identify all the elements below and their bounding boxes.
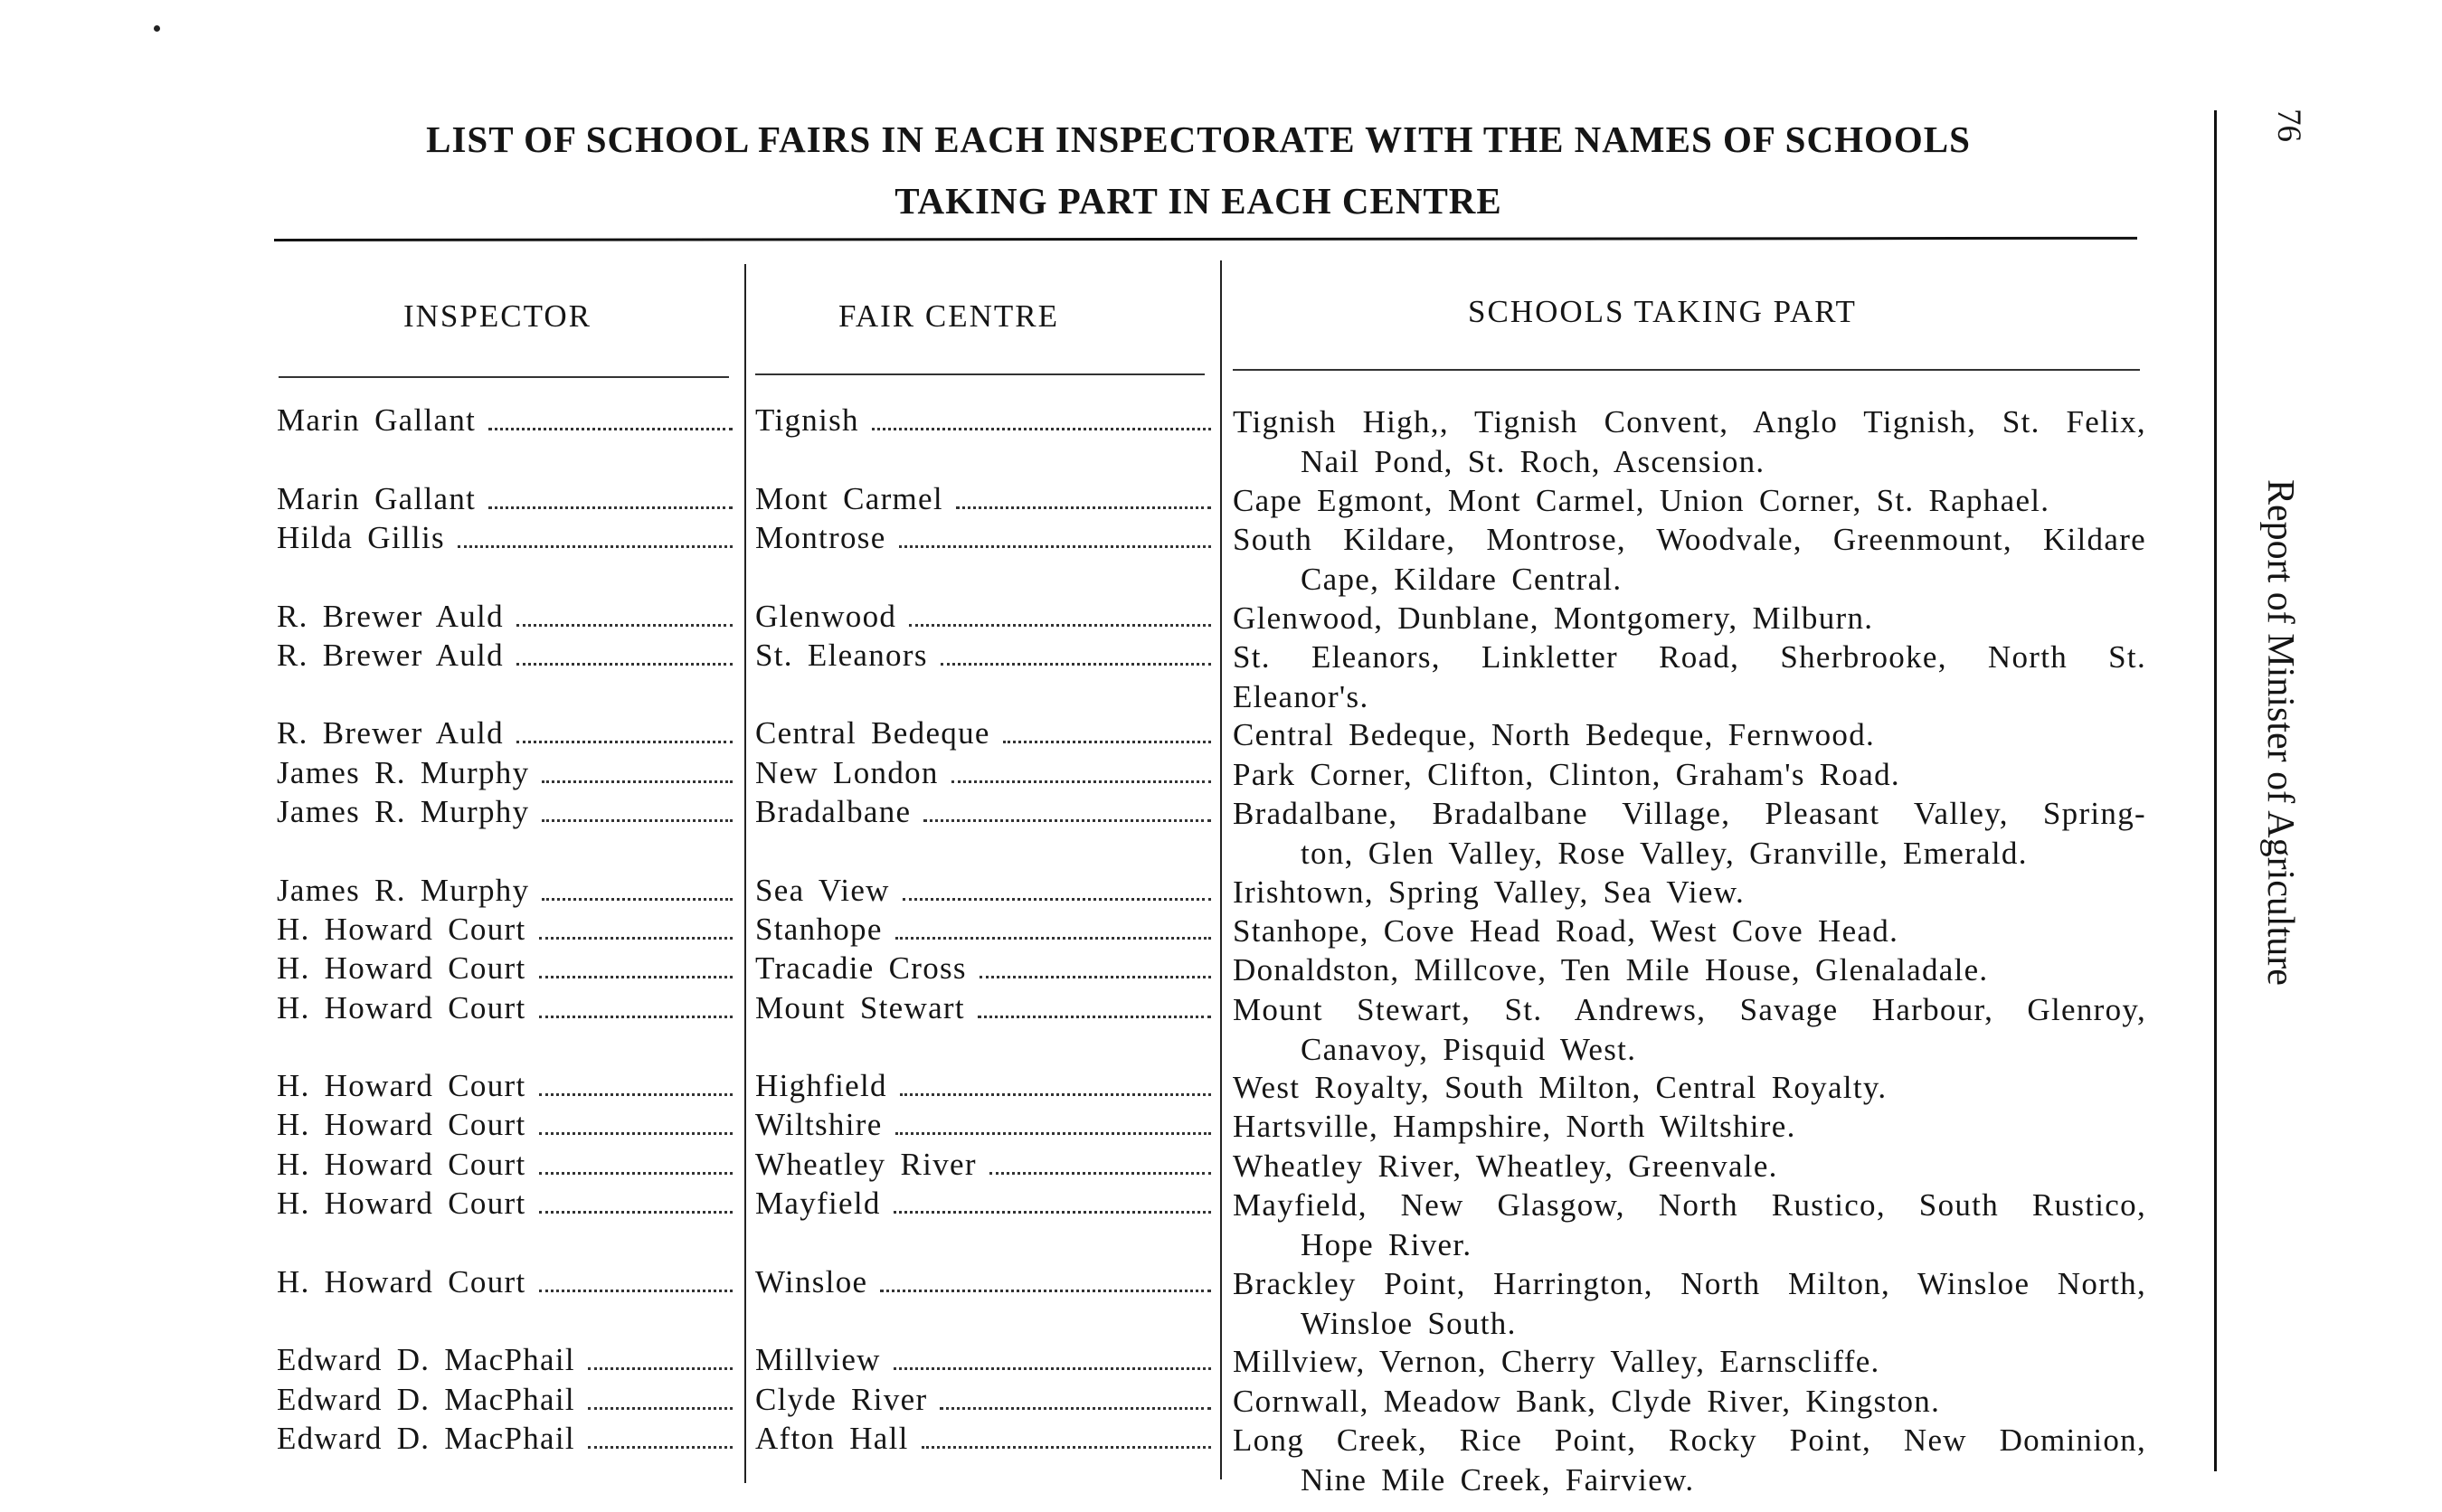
inspector-name: Edward D. MacPhail xyxy=(277,1421,575,1456)
fair-centre-cell xyxy=(755,1382,1211,1418)
table-row xyxy=(0,1186,2171,1262)
table-row xyxy=(0,755,2171,795)
inspector-cell xyxy=(277,1382,733,1418)
inspector-name: Edward D. MacPhail xyxy=(277,1382,575,1417)
schools-cell xyxy=(1233,715,2146,755)
table-row xyxy=(0,990,2171,1067)
schools-line: Irishtown, Spring Valley, Sea View. xyxy=(1233,874,1746,910)
inspector-cell xyxy=(277,950,733,987)
dot-leader xyxy=(488,428,733,430)
dot-leader xyxy=(1003,741,1211,743)
table-row xyxy=(0,794,2171,871)
schools-line: Cape Egmont, Mont Carmel, Union Corner, St. Raphael. xyxy=(1233,483,2050,518)
fair-centre-cell xyxy=(755,638,1211,674)
dot-leader xyxy=(516,741,733,743)
dot-leader xyxy=(588,1367,733,1370)
fair-centre-cell xyxy=(755,873,1211,909)
fair-centre-name: St. Eleanors xyxy=(755,638,928,673)
fair-centre-cell xyxy=(755,1107,1211,1143)
schools-cell xyxy=(1233,873,2146,912)
dot-leader xyxy=(488,506,733,509)
dot-leader xyxy=(941,663,1211,666)
inspector-name: R. Brewer Auld xyxy=(277,715,504,751)
speck-mark xyxy=(154,25,160,32)
fair-centre-cell xyxy=(755,1421,1211,1457)
schools-cell xyxy=(1233,912,2146,951)
dot-leader xyxy=(899,545,1211,548)
fair-centre-name: Wiltshire xyxy=(755,1107,883,1142)
table-row xyxy=(0,950,2171,990)
dot-leader xyxy=(516,624,733,627)
schools-cell xyxy=(1233,755,2146,795)
inspector-cell xyxy=(277,1186,733,1222)
table-row xyxy=(0,1068,2171,1108)
fair-centre-name: Bradalbane xyxy=(755,794,912,829)
fair-centre-name: Tracadie Cross xyxy=(755,950,967,986)
schools-line: Brackley Point, Harrington, North Milton, Winsloe North, xyxy=(1233,1266,2146,1301)
schools-cell xyxy=(1233,1264,2146,1344)
fair-centre-cell xyxy=(755,1147,1211,1183)
table-row xyxy=(0,1147,2171,1186)
inspector-name: H. Howard Court xyxy=(277,1068,526,1103)
schools-line: Stanhope, Cove Head Road, West Cove Head. xyxy=(1233,913,1899,949)
schools-line: South Kildare, Montrose, Woodvale, Greenmount, Kildare xyxy=(1233,522,2146,557)
schools-line: Glenwood, Dunblane, Montgomery, Milburn. xyxy=(1233,600,1874,636)
dot-leader xyxy=(980,976,1211,978)
dot-leader xyxy=(458,545,733,548)
schools-cell xyxy=(1233,1186,2146,1265)
inspector-cell xyxy=(277,1342,733,1378)
table-row xyxy=(0,599,2171,638)
schools-line: Hope River. xyxy=(1301,1227,1472,1262)
column-header-fair-centre: FAIR CENTRE xyxy=(838,298,1059,334)
title-rule xyxy=(274,237,2137,241)
dot-leader xyxy=(894,1211,1211,1214)
inspector-name: R. Brewer Auld xyxy=(277,599,504,634)
table-row xyxy=(0,912,2171,951)
schools-line: ton, Glen Valley, Rose Valley, Granville, Emerald. xyxy=(1301,836,2028,871)
schools-line: Cornwall, Meadow Bank, Clyde River, Kingston. xyxy=(1233,1384,1941,1419)
schools-line: Central Bedeque, North Bedeque, Fernwood. xyxy=(1233,717,1876,752)
schools-line: Long Creek, Rice Point, Rocky Point, New Dominion, xyxy=(1233,1422,2146,1458)
inspector-cell xyxy=(277,794,733,830)
header-rule-inspector xyxy=(279,376,729,378)
dot-leader xyxy=(940,1407,1211,1410)
fair-centre-cell xyxy=(755,715,1211,751)
schools-line: Millview, Vernon, Cherry Valley, Earnscliffe. xyxy=(1233,1344,1880,1379)
schools-line: Donaldston, Millcove, Ten Mile House, Glenaladale. xyxy=(1233,952,1989,988)
schools-line: Park Corner, Clifton, Clinton, Graham's Road. xyxy=(1233,757,1900,792)
inspector-name: Hilda Gillis xyxy=(277,520,445,555)
inspector-cell xyxy=(277,990,733,1026)
schools-line: Mount Stewart, St. Andrews, Savage Harbour, Glenroy, xyxy=(1233,992,2146,1027)
inspector-name: H. Howard Court xyxy=(277,1107,526,1142)
table-row xyxy=(0,873,2171,912)
fair-centre-name: Mayfield xyxy=(755,1186,881,1221)
dot-leader xyxy=(539,1132,734,1135)
inspector-cell xyxy=(277,755,733,791)
inspector-cell xyxy=(277,402,733,439)
inspector-cell xyxy=(277,1068,733,1104)
inspector-name: H. Howard Court xyxy=(277,950,526,986)
dot-leader xyxy=(539,1290,734,1292)
table-row xyxy=(0,1421,2171,1498)
schools-line: Tignish High,, Tignish Convent, Anglo Tignish, St. Felix, xyxy=(1233,404,2146,439)
inspector-cell xyxy=(277,1264,733,1300)
fair-centre-name: Sea View xyxy=(755,873,890,908)
fair-centre-name: Highfield xyxy=(755,1068,887,1103)
schools-cell xyxy=(1233,990,2146,1070)
dot-leader xyxy=(542,780,733,783)
inspector-name: H. Howard Court xyxy=(277,1264,526,1299)
fair-centre-name: Millview xyxy=(755,1342,881,1377)
fair-centre-cell xyxy=(755,755,1211,791)
inspector-name: H. Howard Court xyxy=(277,912,526,947)
inspector-cell xyxy=(277,715,733,751)
fair-centre-cell xyxy=(755,599,1211,635)
fair-centre-cell xyxy=(755,990,1211,1026)
schools-cell xyxy=(1233,1147,2146,1186)
schools-line: Winsloe South. xyxy=(1301,1306,1517,1341)
header-rule-fair-centre xyxy=(755,373,1205,375)
fair-centre-name: Mont Carmel xyxy=(755,481,943,516)
schools-cell xyxy=(1233,599,2146,638)
schools-line: Cape, Kildare Central. xyxy=(1301,562,1623,597)
dot-leader xyxy=(872,428,1211,430)
table-row xyxy=(0,1342,2171,1382)
fair-centre-cell xyxy=(755,1186,1211,1222)
schools-cell xyxy=(1233,1107,2146,1147)
table-row xyxy=(0,1264,2171,1341)
fair-centre-name: Glenwood xyxy=(755,599,897,634)
dot-leader xyxy=(895,937,1211,940)
fair-centre-cell xyxy=(755,402,1211,439)
inspector-name: R. Brewer Auld xyxy=(277,638,504,673)
column-header-schools: SCHOOLS TAKING PART xyxy=(1468,294,1857,329)
inspector-name: Edward D. MacPhail xyxy=(277,1342,575,1377)
dot-leader xyxy=(516,663,733,666)
schools-cell xyxy=(1233,638,2146,717)
inspector-name: Marin Gallant xyxy=(277,481,477,516)
dot-leader xyxy=(922,1446,1211,1449)
table-row xyxy=(0,1382,2171,1422)
fair-centre-cell xyxy=(755,1264,1211,1300)
inspector-cell xyxy=(277,520,733,556)
schools-cell xyxy=(1233,794,2146,874)
dot-leader xyxy=(539,937,734,940)
column-header-inspector: INSPECTOR xyxy=(403,298,592,334)
dot-leader xyxy=(989,1172,1211,1175)
inspector-cell xyxy=(277,1147,733,1183)
fair-centre-cell xyxy=(755,950,1211,987)
fair-centre-cell xyxy=(755,912,1211,948)
dot-leader xyxy=(539,976,734,978)
inspector-name: H. Howard Court xyxy=(277,1147,526,1182)
dot-leader xyxy=(542,819,733,822)
schools-line: Hartsville, Hampshire, North Wiltshire. xyxy=(1233,1109,1796,1144)
fair-centre-name: New London xyxy=(755,755,939,790)
table-row xyxy=(0,638,2171,714)
inspector-cell xyxy=(277,873,733,909)
schools-cell xyxy=(1233,950,2146,990)
dot-leader xyxy=(956,506,1211,509)
running-title: Report of Minister of Agriculture xyxy=(2259,479,2301,986)
fair-centre-name: Wheatley River xyxy=(755,1147,977,1182)
dot-leader xyxy=(588,1446,733,1449)
schools-line: St. Eleanors, Linkletter Road, Sherbrooke, North St. xyxy=(1233,639,2146,675)
dot-leader xyxy=(539,1172,734,1175)
header-rule-schools xyxy=(1233,369,2140,371)
inspector-cell xyxy=(277,638,733,674)
dot-leader xyxy=(542,898,733,901)
schools-line: West Royalty, South Milton, Central Royalty. xyxy=(1233,1070,1888,1105)
dot-leader xyxy=(978,1016,1211,1018)
fair-centre-name: Central Bedeque xyxy=(755,715,990,751)
inspector-cell xyxy=(277,599,733,635)
margin-rule xyxy=(2214,110,2217,1471)
schools-line: Eleanor's. xyxy=(1233,679,1369,714)
table-row xyxy=(0,1107,2171,1147)
fair-centre-name: Montrose xyxy=(755,520,886,555)
dot-leader xyxy=(895,1132,1211,1135)
inspector-name: H. Howard Court xyxy=(277,1186,526,1221)
schools-cell xyxy=(1233,1421,2146,1500)
inspector-cell xyxy=(277,1421,733,1457)
schools-cell xyxy=(1233,1382,2146,1422)
schools-cell xyxy=(1233,1068,2146,1108)
inspector-cell xyxy=(277,1107,733,1143)
fair-centre-name: Mount Stewart xyxy=(755,990,965,1025)
schools-line: Mayfield, New Glasgow, North Rustico, South Rustico, xyxy=(1233,1187,2146,1223)
dot-leader xyxy=(880,1290,1211,1292)
dot-leader xyxy=(539,1211,734,1214)
dot-leader xyxy=(909,624,1211,627)
fair-centre-cell xyxy=(755,1342,1211,1378)
fair-centre-cell xyxy=(755,520,1211,556)
schools-line: Wheatley River, Wheatley, Greenvale. xyxy=(1233,1148,1778,1184)
dot-leader xyxy=(923,819,1211,822)
table-row xyxy=(0,715,2171,755)
inspector-name: H. Howard Court xyxy=(277,990,526,1025)
fair-centre-cell xyxy=(755,1068,1211,1104)
page-title-line-1: LIST OF SCHOOL FAIRS IN EACH INSPECTORATE WITH THE NAMES OF SCHOOLS xyxy=(426,118,1971,160)
fair-centre-name: Afton Hall xyxy=(755,1421,909,1456)
schools-line: Nail Pond, St. Roch, Ascension. xyxy=(1301,444,1765,479)
page-title-line-2: TAKING PART IN EACH CENTRE xyxy=(894,180,1502,222)
fair-centre-cell xyxy=(755,794,1211,830)
dot-leader xyxy=(539,1093,734,1096)
schools-cell xyxy=(1233,1342,2146,1382)
document-page: LIST OF SCHOOL FAIRS IN EACH INSPECTORATE WITH THE NAMES OF SCHOOLS TAKING PART IN EACH CENTRE 76 Report of Minister of Agriculture INSPECTOR FAIR CENTRE SCHOOLS TAKING PART Marin Gallant Tignish Tignish High,, Tignish Convent, Anglo Tignish, St. Felix, Nail Pond, St. Roch, Ascension. Marin Gallant Mont Carmel Cape Egmont, Mont Carmel, Union Corner, St. Raphael. Hilda Gillis Montrose South Kildare, Montrose, Woodvale, Greenmount, Kildare Cape, Kildare Central. R. Brewer Auld Glenwood Glenwood, Dunblane, Montgomery, Milburn. R. Brewer Auld St. Eleanors St. Eleanors, Linkletter Road, Sherbrooke, North St. Eleanor's. R. Brewer Auld Central Bedeque Central Bedeque, North Bedeque, Fernwood. James R. Murphy New London Park Corner, Clifton, Clinton, Graham's Road. James R. Murphy Bradalbane Bradalbane, Bradalbane Village, Pleasant Valley, Spring- ton, Glen Valley, Rose Valley, Granville, Emerald. James R. Murphy Sea View Irishtown, Spring Valley, Sea View. H. Howard Court Stanhope Stanhope, Cove Head Road, West Cove Head. H. Howard Court Tracadie Cross Donaldston, Millcove, Ten Mile House, Glenaladale. H. Howard Court Mount Stewart Mount Stewart, St. Andrews, Savage Harbour, Glenroy, Canavoy, Pisquid West. H. Howard Court Highfield West Royalty, South Milton, Central Royalty. H. Howard Court Wiltshire Hartsville, Hampshire, North Wiltshire. H. Howard Court Wheatley River Wheatley River, Wheatley, Greenvale. H. Howard Court Mayfield Mayfield, New Glasgow, North Rustico, South Rustico, Hope River. H. Howard Court Winsloe Brackley Point, Harrington, North Milton, Winsloe North, Winsloe South. Edward D. MacPhail Millview Millview, Vernon, Cherry Valley, Earnscliffe. Edward D. MacPhail Clyde River Cornwall, Meadow Bank, Clyde River, Kingston. Edward D. MacPhail Afton Hall Long Creek, Rice Point, Rocky Point, New Dominion, Nine Mile Creek, Fairview. xyxy=(0,0,2442,1512)
inspector-cell xyxy=(277,481,733,517)
table-row xyxy=(0,481,2171,521)
dot-leader xyxy=(951,780,1211,783)
dot-leader xyxy=(588,1407,733,1410)
dot-leader xyxy=(539,1016,734,1018)
fair-centre-cell xyxy=(755,481,1211,517)
inspector-name: Marin Gallant xyxy=(277,402,477,438)
schools-cell xyxy=(1233,481,2146,521)
schools-cell xyxy=(1233,402,2146,482)
dot-leader xyxy=(903,898,1211,901)
inspector-name: James R. Murphy xyxy=(277,873,530,908)
schools-line: Bradalbane, Bradalbane Village, Pleasant Valley, Spring- xyxy=(1233,796,2146,831)
inspector-name: James R. Murphy xyxy=(277,794,530,829)
fair-centre-name: Winsloe xyxy=(755,1264,868,1299)
fair-centre-name: Clyde River xyxy=(755,1382,928,1417)
schools-line: Nine Mile Creek, Fairview. xyxy=(1301,1462,1695,1498)
dot-leader xyxy=(900,1093,1211,1096)
schools-line: Canavoy, Pisquid West. xyxy=(1301,1032,1637,1067)
fair-centre-name: Tignish xyxy=(755,402,859,438)
table-row xyxy=(0,402,2171,479)
inspector-name: James R. Murphy xyxy=(277,755,530,790)
inspector-cell xyxy=(277,912,733,948)
table-row xyxy=(0,520,2171,597)
fair-centre-name: Stanhope xyxy=(755,912,883,947)
schools-cell xyxy=(1233,520,2146,600)
dot-leader xyxy=(894,1367,1211,1370)
